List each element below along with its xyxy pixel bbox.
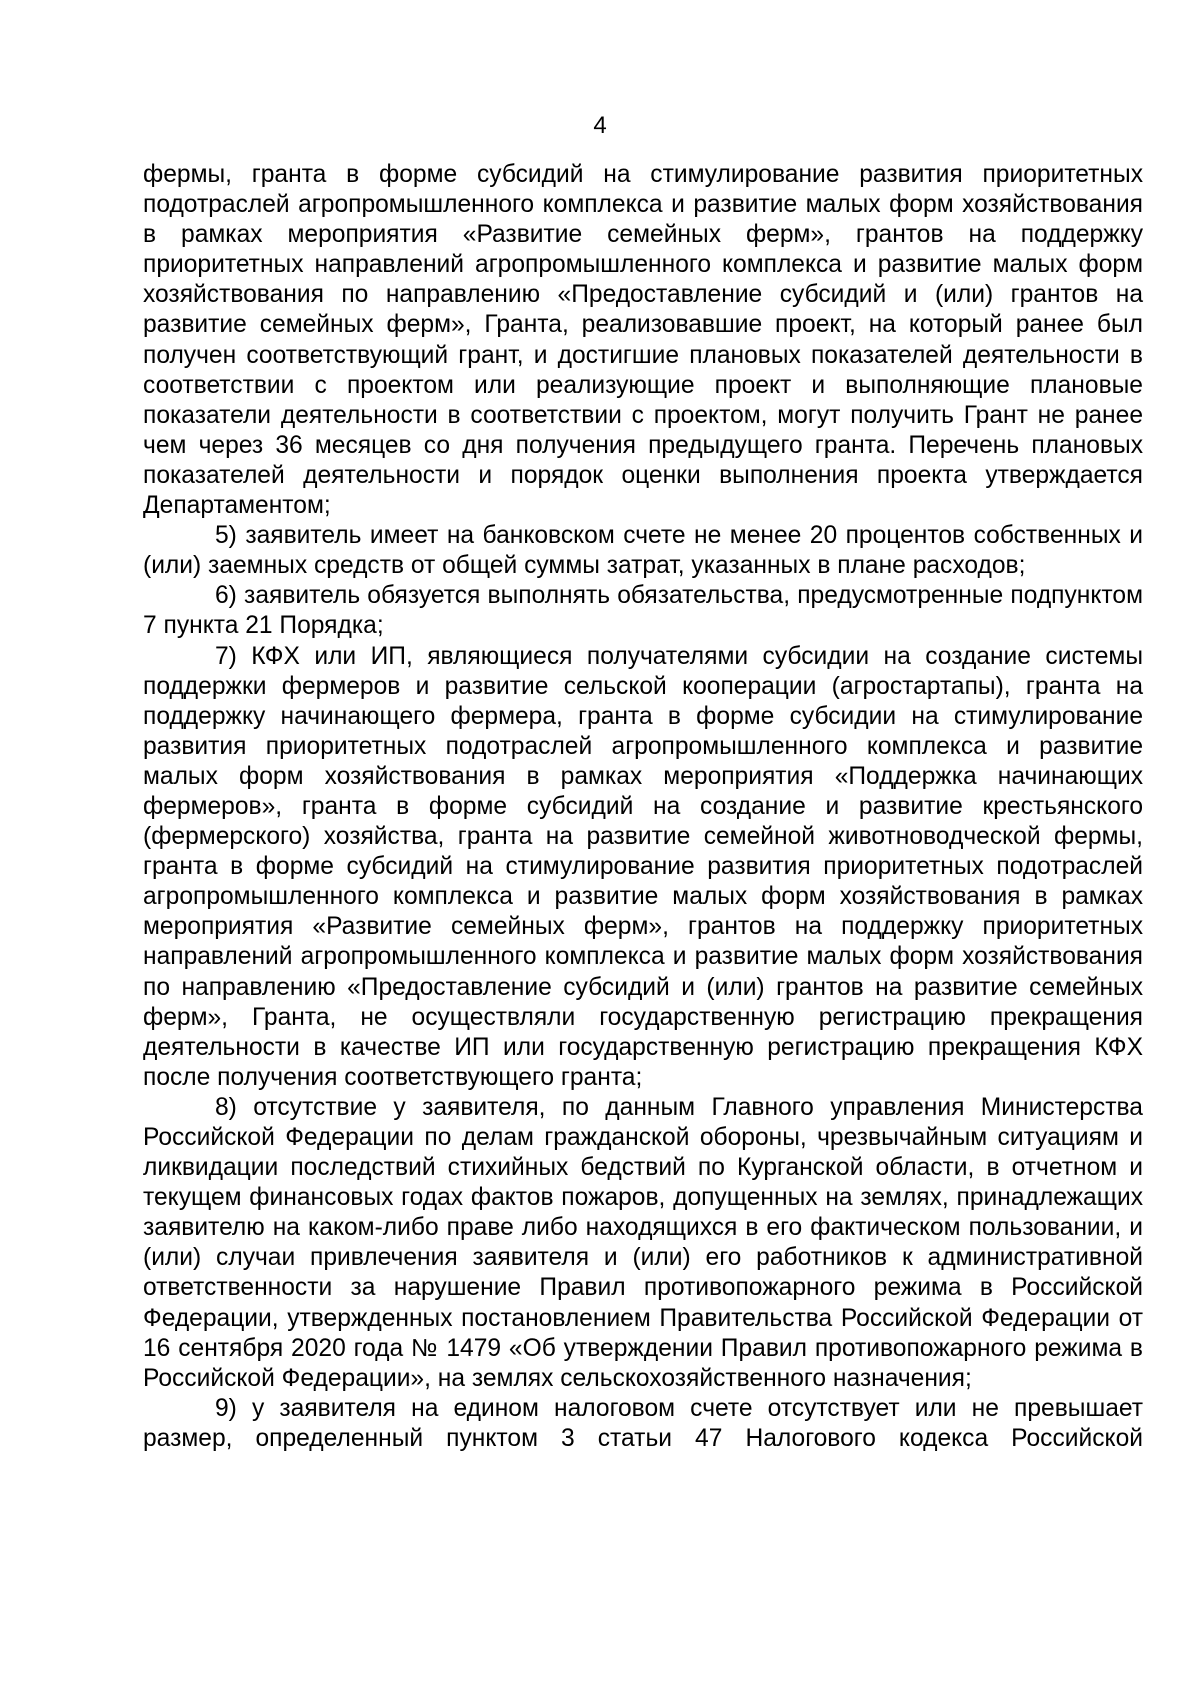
paragraph-item-7: 7) КФХ или ИП, являющиеся получателями субсидии на создание системы поддержки фермеров и развитие сельской кооперации (агростартапы), гранта на поддержку начинающего фермера, гранта в форме субсидии на стимулирование развития приоритетных подотраслей агропромышленного комплекса и развитие малых форм хозяйствования в рамках мероприятия «Поддержка начинающих фермеров», гранта в форме субсидий на создание и развитие крестьянского (фермерского) хозяйства, гранта на развитие семейной животноводческой фермы, гранта в форме субсидий на стимулирование развития приоритетных подотраслей агропромышленного комплекса и развитие малых форм хозяйствования в рамках мероприятия «Развитие семейных ферм», грантов на поддержку приоритетных направлений агропромышленного комплекса и развитие малых форм хозяйствования по направлению «Предоставление субсидий и (или) грантов на развитие семейных ферм», Гранта, не осуществляли государственную регистрацию прекращения деятельности в качестве ИП или государственную регистрацию прекращения КФХ после получения соответствующего гранта; [143, 642, 1143, 1091]
paragraph-item-8: 8) отсутствие у заявителя, по данным Главного управления Министерства Российской Федерации по делам гражданской обороны, чрезвычайным ситуациям и ликвидации последствий стихийных бедствий по Курганской области, в отчетном и текущем финансовых годах фактов пожаров, допущенных на землях, принадлежащих заявителю на каком-либо праве либо находящихся в его фактическом пользовании, и (или) случаи привлечения заявителя и (или) его работников к административной ответственности за нарушение Правил противопожарного режима в Российской Федерации, утвержденных постановлением Правительства Российской Федерации от 16 сентября 2020 года № 1479 «Об утверждении Правил противопожарного режима в Российской Федерации», на землях сельскохозяйственного назначения; [143, 1093, 1143, 1392]
paragraph-item-5: 5) заявитель имеет на банковском счете не менее 20 процентов собственных и (или) заемных средств от общей суммы затрат, указанных в плане расходов; [143, 522, 1143, 580]
paragraph-continuation: фермы, гранта в форме субсидий на стимулирование развития приоритетных подотраслей агропромышленного комплекса и развитие малых форм хозяйствования в рамках мероприятия «Развитие семейных ферм», грантов на поддержку приоритетных направлений агропромышленного комплекса и развитие малых форм хозяйствования по направлению «Предоставление субсидий и (или) грантов на развитие семейных ферм», Гранта, реализовавшие проект, на который ранее был получен соответствующий грант, и достигшие плановых показателей деятельности в соответствии с проектом или реализующие проект и выполняющие плановые показатели деятельности в соответствии с проектом, могут получить Грант не ранее чем через 36 месяцев со дня получения предыдущего гранта. Перечень плановых показателей деятельности и порядок оценки выполнения проекта утверждается Департаментом; [143, 161, 1143, 520]
document-body [143, 160, 1143, 1454]
page-number: 4 [593, 112, 607, 139]
paragraph-item-9: 9) у заявителя на едином налоговом счете отсутствует или не превышает размер, определенный пунктом 3 статьи 47 Налогового кодекса Российской [143, 1394, 1143, 1452]
paragraph-item-6: 6) заявитель обязуется выполнять обязательства, предусмотренные подпунктом 7 пункта 21 Порядка; [143, 582, 1143, 640]
